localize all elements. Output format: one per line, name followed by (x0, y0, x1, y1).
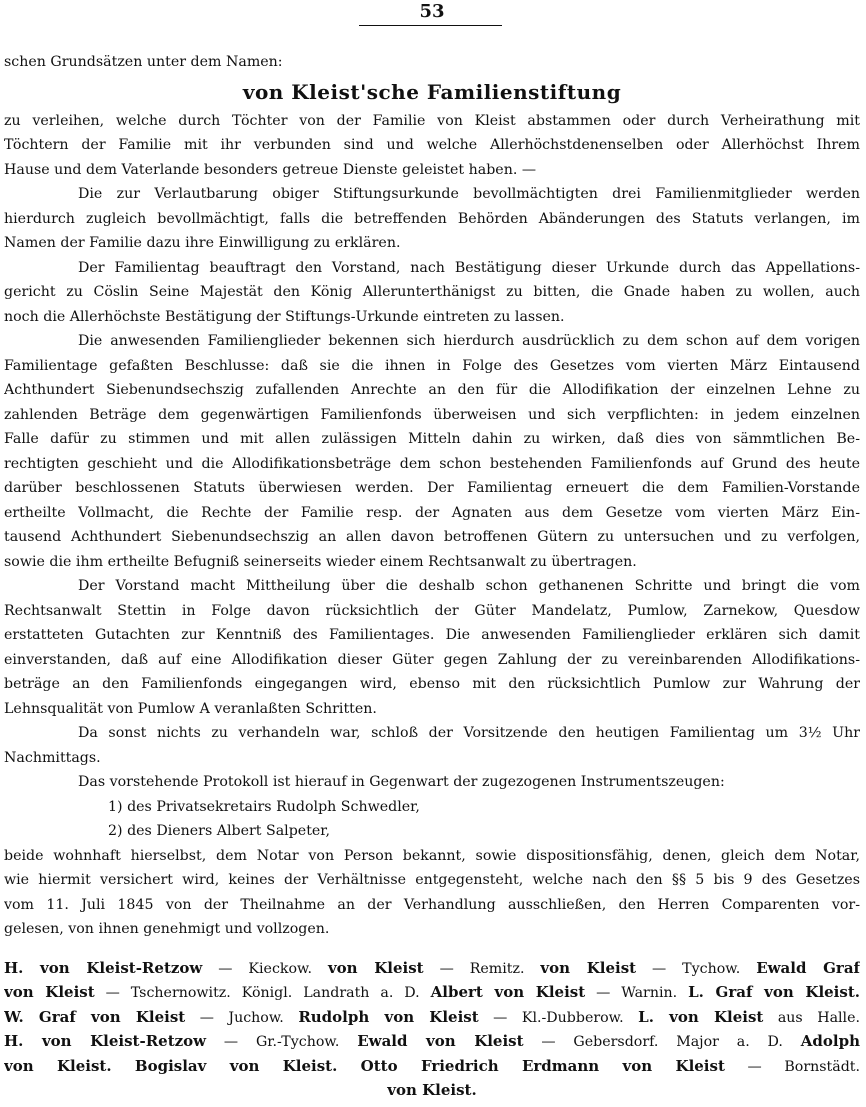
text-line: beträge an den Familienfonds eingegangen wird, ebenso mit den rücksichtlich Pumlow zur Wahrung der (4, 676, 860, 692)
signatory-name: Rudolph von Kleist (298, 1007, 479, 1026)
signatory-name: L. von Kleist (638, 1007, 764, 1026)
text-line: sowie die ihm ertheilte Befugniß seinerseits wieder einem Rechtsanwalt zu übertragen. (4, 553, 637, 570)
text-line: ertheilte Vollmacht, die Rechte der Familie resp. der Agnaten aus dem Gesetze vom vierten März Ein- (4, 504, 860, 521)
header-rule (359, 25, 502, 26)
signature-line (4, 1078, 860, 1103)
signatory-name: Ewald von Kleist (357, 1032, 524, 1050)
signature-place: — Kieckow. (202, 960, 328, 977)
text-line: wie hiermit versichert wird, keines der Verhältnisse entgegensteht, welche nach den §§ 5 bis 9 des Gesetzes (4, 872, 860, 888)
text-line: Lehnsqualität von Pumlow A veranlaßten Schritten. (4, 700, 377, 717)
signature-place: aus Halle. (763, 1009, 860, 1026)
signature-place: — Juchow. (185, 1009, 299, 1026)
text-line: zu verleihen, welche durch Töchter von der Familie von Kleist abstammen oder durch Verheirathung mit (4, 112, 860, 129)
text-line: schen Grundsätzen unter dem Namen: (4, 54, 283, 70)
signatory-name: H. von Kleist-Retzow (4, 1032, 207, 1050)
signatory-name: von Kleist (4, 983, 95, 1001)
text-line: 1) des Privatsekretairs Rudolph Schwedler, (108, 798, 420, 815)
text-line: gericht zu Cöslin Seine Majestät den König Allerunterthänigst zu bitten, die Gnade haben zu wollen, auch (4, 284, 860, 300)
text-line: Der Familientag beauftragt den Vorstand, nach Bestätigung dieser Urkunde durch das Appellations- (78, 259, 860, 276)
signatory-name: Otto Friedrich Erdmann von Kleist (360, 1056, 725, 1075)
signature-line (4, 1029, 860, 1054)
text-line: Rechtsanwalt Stettin in Folge davon rücksichtlich der Güter Mandelatz, Pumlow, Zarnekow, Quesdow (4, 602, 860, 619)
signatory-name: H. von Kleist-Retzow (4, 958, 203, 977)
text-line: Namen der Familie dazu ihre Einwilligung zu erklären. (4, 235, 401, 251)
document-page (4, 0, 860, 1107)
page-number: 53 (419, 1, 445, 22)
signature-line (4, 980, 860, 1005)
text-line: erstatteten Gutachten zur Kenntniß des Familientages. Die anwesenden Familienglieder erklären sich damit (4, 627, 860, 643)
signature-place: — Gr.-Tychow. (206, 1034, 358, 1050)
document-body (4, 50, 860, 1103)
text-line: Familientage gefaßten Beschlusse: daß sie die ihnen in Folge des Gesetzes vom vierten März Eintausend (4, 357, 860, 374)
text-line: Die zur Verlautbarung obiger Stiftungsurkunde bevollmächtigten drei Familienmitglieder werden (78, 186, 860, 202)
text-line: tausend Achthundert Siebenundsechszig an allen davon betroffenen Gütern zu untersuchen und zu verfolgen, (4, 529, 860, 545)
signature-place: — Bornstädt. (724, 1058, 860, 1075)
text-line: darüber beschlossenen Statuts überwiesen werden. Der Familientag erneuert die dem Familien-Vorstande (4, 480, 860, 496)
text-line: Töchtern der Familie mit ihr verbunden sind und welche Allerhöchstdenenselben oder Allerhöchst Ihrem (4, 137, 860, 153)
signature-place: — Tschernowitz. Königl. Landrath a. D. (94, 985, 431, 1001)
text-line: vom 11. Juli 1845 von der Theilnahme an der Verhandlung ausschließen, den Herren Comparenten vor- (4, 896, 860, 913)
text-line: gelesen, von ihnen genehmigt und vollzogen. (4, 921, 330, 937)
text-line: Da sonst nichts zu verhandeln war, schloß der Vorsitzende den heutigen Familientag um 3½ Uhr (78, 725, 860, 741)
signatory-name: L. Graf von Kleist. (688, 983, 860, 1001)
signatory-name: W. Graf von Kleist (4, 1007, 186, 1026)
text-line: hierdurch zugleich bevollmächtigt, falls die betreffenden Behörden Abänderungen des Statuts verlangen, im (4, 210, 860, 227)
text-line: beide wohnhaft hierselbst, dem Notar von Person bekannt, sowie dispositionsfähig, denen, gleich dem Notar, (4, 847, 860, 864)
signature-line (4, 1054, 860, 1079)
signatory-name: von Kleist. (387, 1081, 477, 1099)
signature-line (4, 1005, 860, 1030)
text-line: Die anwesenden Familienglieder bekennen sich hierdurch ausdrücklich zu dem schon auf dem vorigen (78, 333, 860, 349)
text-line: zahlenden Beträge dem gegenwärtigen Familienfonds überweisen und sich verpflichten: in jedem einzelnen (4, 406, 860, 423)
text-line: Das vorstehende Protokoll ist hierauf in Gegenwart der zugezogenen Instrumentszeugen: (78, 774, 725, 790)
text-line: noch die Allerhöchste Bestätigung der Stiftungs-Urkunde eintreten zu lassen. (4, 308, 565, 325)
text-line: Achthundert Siebenundsechszig zufallenden Anrechte an den für die Allodifikation der einzelnen Lehne zu (4, 382, 860, 398)
signatory-name: Bogislav von Kleist. (134, 1056, 361, 1075)
signatory-name: von Kleist (540, 958, 637, 977)
signatory-name: Ewald Graf (756, 958, 860, 977)
signature-place: — Kl.-Dubberow. (478, 1009, 639, 1026)
text-line: Hause und dem Vaterlande besonders getreue Dienste geleistet haben. — (4, 161, 537, 178)
signatory-name: Albert von Kleist (430, 983, 586, 1001)
signature-place: — Tychow. (636, 960, 757, 977)
signature-place: — Gebersdorf. Major a. D. (523, 1034, 801, 1050)
text-line: rechtigten geschieht und die Allodifikationsbeträge dem schon bestehenden Familienfonds auf Grund des heute (4, 455, 860, 472)
text-line: Falle dafür zu stimmen und mit allen zulässigen Mitteln dahin zu wirken, daß dies von sämmtlichen Be- (4, 431, 860, 447)
text-line: Der Vorstand macht Mittheilung über die deshalb schon gethanenen Schritte und bringt die vom (78, 578, 860, 594)
signature-place: — Remitz. (423, 960, 541, 977)
text-line: Nachmittags. (4, 749, 101, 766)
document-title: von Kleist'sche Familienstiftung (242, 79, 622, 104)
signatory-name: von Kleist (327, 958, 424, 977)
text-line: einverstanden, daß auf eine Allodifikation dieser Güter gegen Zahlung der zu vereinbarenden Allodifikations- (4, 651, 860, 668)
signature-line (4, 956, 860, 981)
signatory-name: Adolph (800, 1032, 860, 1050)
signature-lines (4, 956, 860, 1103)
signature-place: — Warnin. (585, 985, 689, 1001)
text-line: 2) des Dieners Albert Salpeter, (108, 823, 331, 839)
signatory-name: von Kleist. (4, 1056, 135, 1075)
